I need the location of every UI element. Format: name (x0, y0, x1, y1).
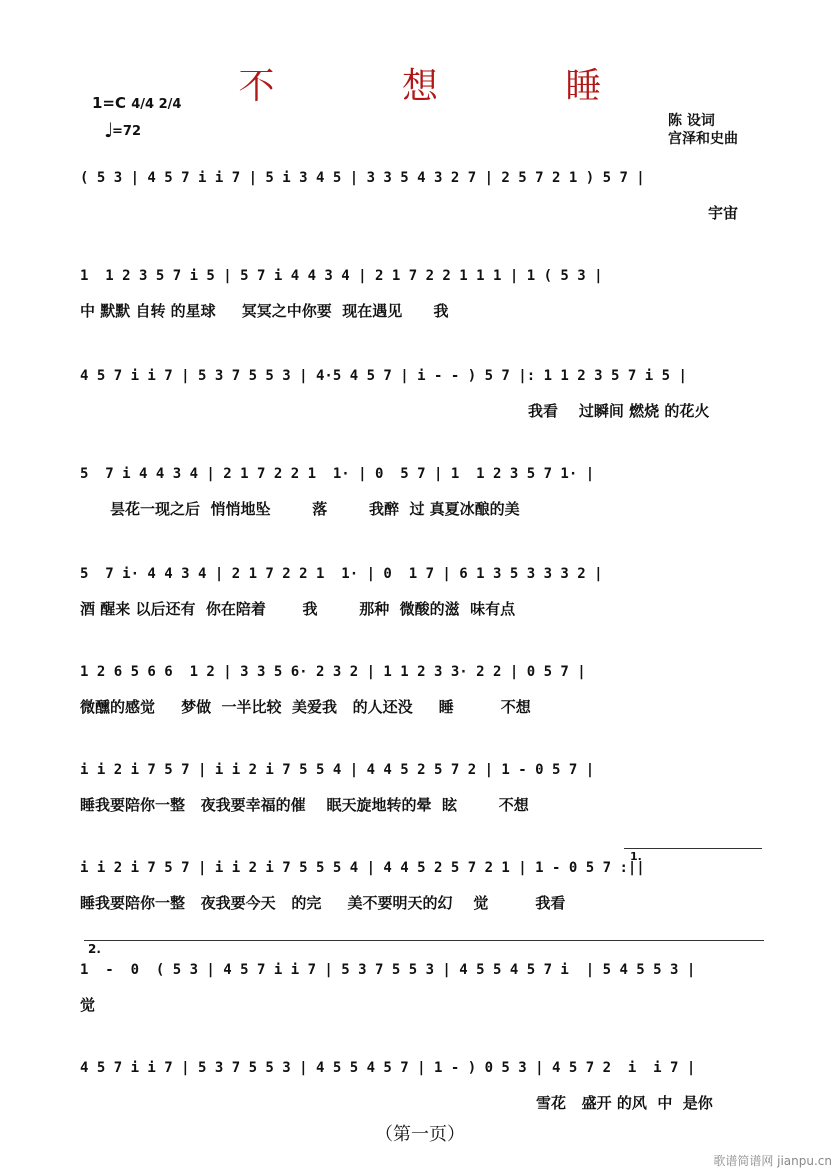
key-signature (92, 94, 181, 112)
notation-line-9: 1 - 0 ( 5 3 | 4 5 7 i i 7 | 5 3 7 5 5 3 | 4 5 5 4 5 7 i | 5 4 5 5 3 | (80, 962, 696, 978)
notation-line-1: ( 5 3 | 4 5 7 i i 7 | 5 i 3 4 5 | 3 3 5 4 3 2 7 | 2 5 7 2 1 ) 5 7 | (80, 170, 645, 186)
lyrics-line-8: 睡我要陪你一整 夜我要今天 的完 美不要明天的幻 觉 我看 (80, 894, 566, 912)
notation-line-8: i i 2 i 7 5 7 | i i 2 i 7 5 5 5 4 | 4 4 5 2 5 7 2 1 | 1 - 0 5 7 :|| (80, 860, 645, 876)
watermark: 歌谱简谱网 jianpu.cn (713, 1154, 832, 1168)
quarter-note-icon: ♩ (104, 118, 114, 142)
lyrics-line-2: 中 默默 自转 的星球 冥冥之中你要 现在遇见 我 (80, 302, 449, 320)
notation-line-5: 5 7 i· 4 4 3 4 | 2 1 7 2 2 1 1· | 0 1 7 | 6 1 3 5 3 3 3 2 | (80, 566, 603, 582)
page-number: （第一页） (375, 1124, 465, 1145)
lyrics-line-4: 昙花一现之后 悄悄地坠 落 我醉 过 真夏冰酿的美 (110, 500, 520, 518)
notation-line-6: 1 2 6 5 6 6 1 2 | 3 3 5 6· 2 3 2 | 1 1 2 3 3· 2 2 | 0 5 7 | (80, 664, 586, 680)
lyrics-line-9: 觉 (80, 996, 96, 1014)
first-ending-label: 1. (630, 850, 642, 863)
lyrics-line-10: 雪花 盛开 的风 中 是你 (536, 1094, 713, 1112)
time-signature: 4/4 2/4 (131, 97, 182, 112)
lyrics-line-7: 睡我要陪你一整 夜我要幸福的催 眠天旋地转的晕 眩 不想 (80, 796, 529, 814)
lyrics-line-5: 酒 醒来 以后还有 你在陪着 我 那种 微酸的滋 味有点 (80, 600, 516, 618)
lyrics-line-3: 我看 过瞬间 燃烧 的花火 (528, 402, 710, 420)
notation-line-2: 1 1 2 3 5 7 i 5 | 5 7 i 4 4 3 4 | 2 1 7 2 2 1 1 1 | 1 ( 5 3 | (80, 268, 603, 284)
lyricist-credit: 陈 设词 (668, 113, 715, 129)
lyrics-line-6: 微醺的感觉 梦做 一半比较 美爱我 的人还没 睡 不想 (80, 698, 531, 716)
notation-line-10: 4 5 7 i i 7 | 5 3 7 5 5 3 | 4 5 5 4 5 7 | 1 - ) 0 5 3 | 4 5 7 2 i i 7 | (80, 1060, 696, 1076)
tempo-marking: =72 (112, 124, 141, 139)
second-ending-bracket (84, 940, 764, 941)
notation-line-4: 5 7 i 4 4 3 4 | 2 1 7 2 2 1 1· | 0 5 7 | 1 1 2 3 5 7 1· | (80, 466, 595, 482)
song-title: 不 想 睡 (238, 66, 660, 107)
notation-line-3: 4 5 7 i i 7 | 5 3 7 5 5 3 | 4·5 4 5 7 | i - - ) 5 7 |: 1 1 2 3 5 7 i 5 | (80, 368, 687, 384)
first-ending-bracket (624, 848, 762, 849)
notation-line-7: i i 2 i 7 5 7 | i i 2 i 7 5 5 4 | 4 4 5 2 5 7 2 | 1 - 0 5 7 | (80, 762, 595, 778)
lyrics-line-1: 宇宙 (708, 204, 739, 222)
composer-credit: 宫泽和史曲 (668, 131, 738, 147)
second-ending-label: 2. (88, 942, 101, 956)
key-label: 1=C (92, 94, 127, 112)
